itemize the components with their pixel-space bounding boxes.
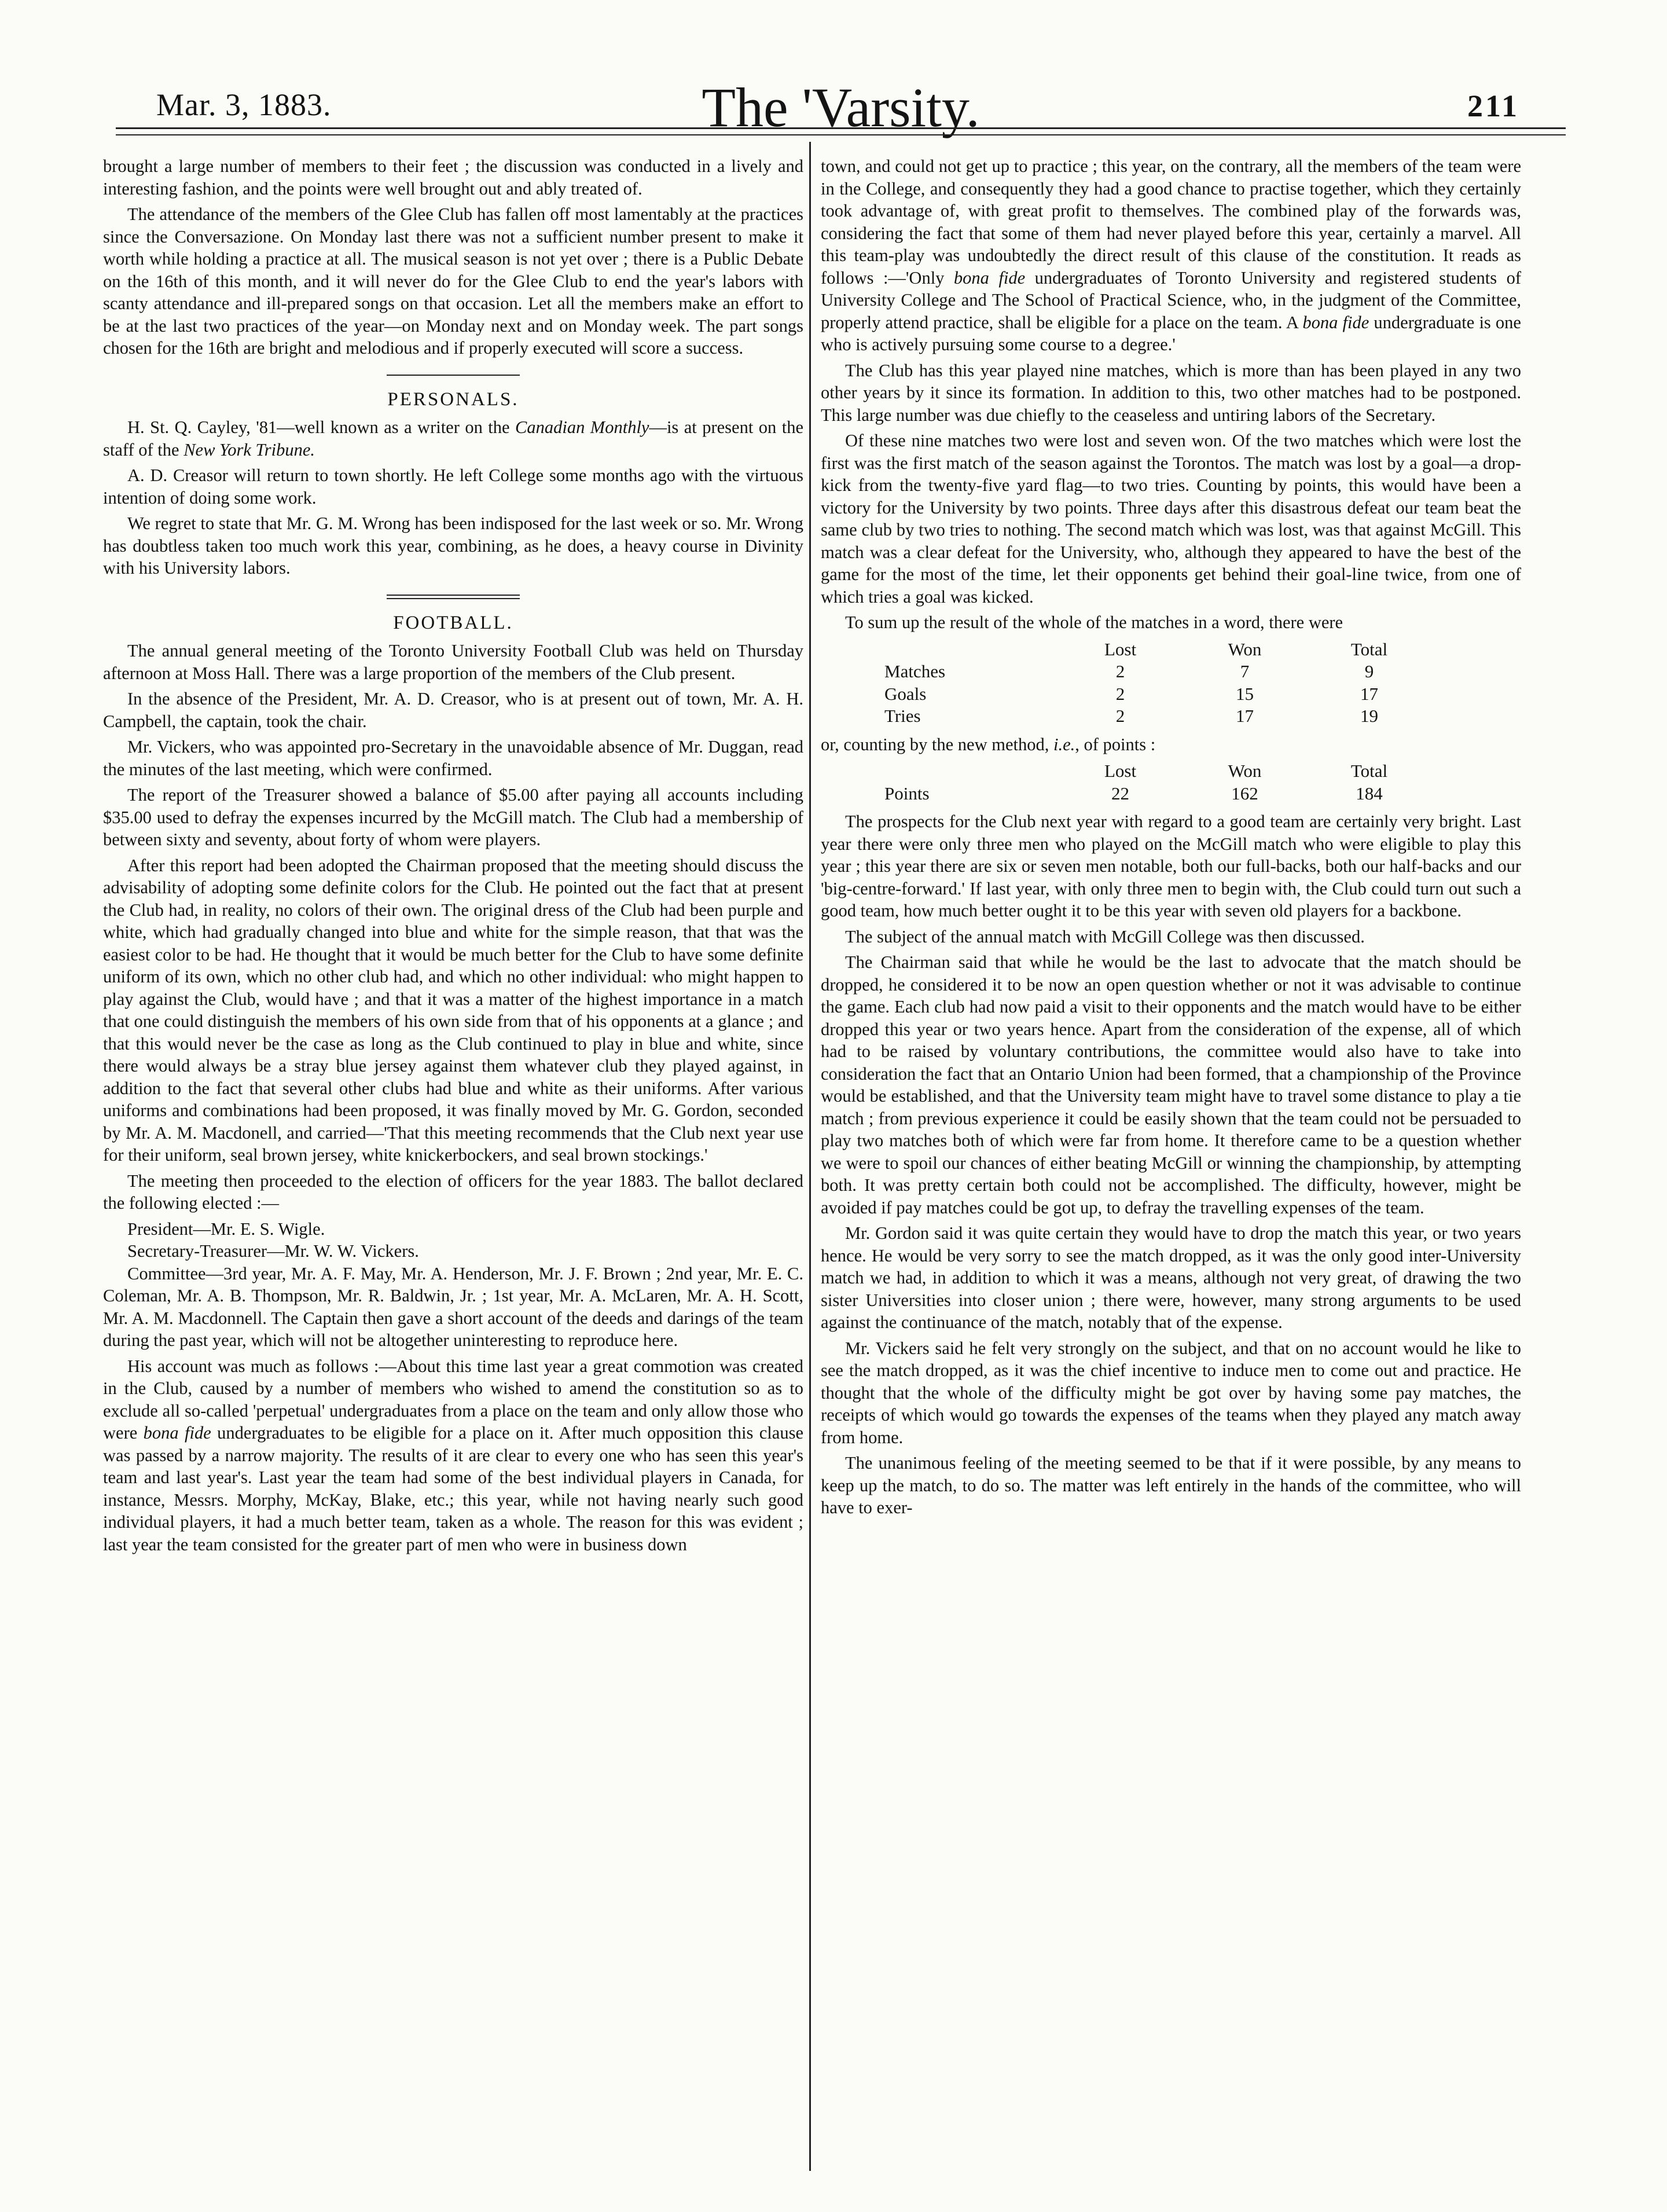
table-row [884,705,1431,728]
paragraph: To sum up the result of the whole of the matches in a word, there were [845,612,1343,632]
column-header: Total [1350,761,1388,781]
points-table [884,760,1431,805]
section-heading-football: FOOTBALL. [393,612,513,633]
paragraph: The prospects for the Club next year with regard to a good team are certainly very bright. Last year there were only three men who played on the McGill match who were eligible to play this year ; this year there are six or seven men notable, both our full-backs, both our half-backs and our 'big-centre-forward.' If last year, with only three men to begin with, the Club could turn out such a good team, how much better ought it to be this year with seven old players for a backbone. [821,812,1521,920]
column-header: Lost [1104,761,1137,781]
paragraph: The Club has this year played nine matches, which is more than has been played in any two other years by it since its formation. In addition to this, two other matches had to be postponed. This large number was due chiefly to the ceaseless and untiring labors of the Secretary. [821,360,1521,425]
row-label: Matches [884,661,946,681]
left-column [103,155,803,1559]
row-label: Tries [884,706,921,726]
cell-lost: 2 [1115,706,1125,726]
table-header-row [884,760,1431,783]
masthead [116,75,1566,139]
column-separator [809,142,811,2171]
table-row [884,661,1431,683]
table-row [884,683,1431,706]
paragraph: brought a large number of members to their feet ; the discussion was conducted in a lively and interesting fashion, and the points were well brought out and ably treated of. [103,156,803,199]
cell-won: 17 [1236,706,1254,726]
cell-won: 162 [1231,783,1258,804]
issue-date: Mar. 3, 1883. [156,87,332,122]
table-row [884,783,1431,805]
cell-lost: 2 [1115,661,1125,681]
results-table [884,639,1431,728]
paragraph: town, and could not get up to practice ; this year, on the contrary, all the members of the team were in the College, and consequently they had a good chance to practise together, which they certainly took advantage of, with great profit to themselves. The combined play of the forwards was, considering the fact that some of them had never played before this year, certainly a marvel. All this team-play was undoubtedly the direct result of this clause of the constitution. It reads as follows :—'Only bona fide undergraduates of Toronto University and registered students of University College and The School of Practical Science, who, in the judgment of the Committee, properly attend practice, shall be eligible for a place on the team. A bona fide undergraduate is one who is actively pursuing some course to a degree.' [821,156,1521,354]
cell-won: 7 [1240,661,1250,681]
paragraph: or, counting by the new method, i.e., of points : [821,734,1156,754]
paragraph: The meeting then proceeded to the election of officers for the year 1883. The ballot declared the following elected :— [103,1171,803,1213]
cell-total: 19 [1360,706,1378,726]
right-column [821,155,1521,1523]
header-rule-top [116,127,1566,129]
officer-line: Secretary-Treasurer—Mr. W. W. Vickers. [127,1241,419,1261]
column-header: Won [1228,761,1262,781]
paragraph: The Chairman said that while he would be the last to advocate that the match should be dropped, he considered it to be now an open question whether or not it was advisable to continue the game. Each club had now paid a visit to their opponents and the match would have to be either dropped this year or two years hence. Apart from the consideration of the expense, all of which had to be raised by voluntary contributions, the committee would also have to take into consideration the fact that an Ontario Union had been formed, that a championship of the Province would be established, and that the University team might have to travel some distance to play a tie match ; from previous experience it could be easily shown that the team could not be persuaded to play two matches both of which were far from home. It therefore came to be a question whether we were to spoil our chances of either beating McGill or winning the championship, by attempting both. It was pretty certain both could not be accomplished. The difficulty, however, might be avoided if pay matches could be got up, to defray the travelling expenses of the team. [821,952,1521,1217]
paragraph: The report of the Treasurer showed a balance of $5.00 after paying all accounts including $35.00 used to defray the expenses incurred by the McGill match. The Club had a membership of between sixty and seventy, about forty of whom were players. [103,785,803,849]
cell-lost: 2 [1115,683,1125,704]
section-heading-personals: PERSONALS. [387,388,519,410]
paragraph: The annual general meeting of the Toronto University Football Club was held on Thursday afternoon at Moss Hall. There was a large proportion of the members of the Club present. [103,641,803,683]
column-header: Won [1228,639,1262,659]
cell-total: 9 [1364,661,1374,681]
paragraph: Of these nine matches two were lost and seven won. Of the two matches which were lost the first was the first match of the season against the Torontos. The match was lost by a goal—a drop-kick from the twenty-five yard flag—to two tries. Counting by points, this would have been a victory for the University by two points. Three days after this disastrous defeat our team beat the same club by two tries to nothing. The second match which was lost, was that against McGill. This match was a clear defeat for the University, who, although they appeared to have the best of the game for the most of the time, let their opponents get behind their goal-line twice, from one of which tries a goal was kicked. [821,431,1521,607]
paragraph: Mr. Gordon said it was quite certain they would have to drop the match this year, or two years hence. He would be very sorry to see the match dropped, as it was the only good inter-University match we had, in addition to which it was a means, although not very great, of drawing the two sister Universities into closer union ; there were, however, many strong arguments to be used against the continuance of the match, notably that of the expense. [821,1223,1521,1332]
paragraph: Mr. Vickers, who was appointed pro-Secretary in the unavoidable absence of Mr. Duggan, read the minutes of the last meeting, which were confirmed. [103,737,803,779]
row-label: Goals [884,683,927,704]
paragraph: The unanimous feeling of the meeting seemed to be that if it were possible, by any means to keep up the match, to do so. The matter was left entirely in the hands of the committee, who will have to exer- [821,1453,1521,1517]
paragraph: A. D. Creasor will return to town shortly. He left College some months ago with the virtuous intention of doing some work. [103,465,803,508]
paragraph: We regret to state that Mr. G. M. Wrong has been indisposed for the last week or so. Mr. Wrong has doubtless taken too much work this year, combining, as he does, a heavy course in Divinity with his University labors. [103,513,803,578]
section-divider [387,375,520,376]
table-header-row [884,639,1431,661]
paragraph: His account was much as follows :—About this time last year a great commotion was created in the Club, caused by a number of members who wished to amend the constitution so as to exclude all so-called 'perpetual' undergraduates from a place on the team and only allow those who were bona fide undergraduates to be eligible for a place on it. After much opposition this clause was passed by a narrow majority. The results of it are clear to every one who has seen this year's team and last year's. Last year the team had some of the best individual players in Canada, for instance, Messrs. Morphy, McKay, Blake, etc.; this year, while not having nearly such good individual players, it had a much better team, taken as a whole. The reason for this was evident ; last year the team consisted for the greater part of men who were in business down [103,1356,803,1554]
newspaper-title: The 'Varsity. [702,76,980,138]
cell-lost: 22 [1111,783,1129,804]
row-label: Points [884,783,930,804]
paragraph: In the absence of the President, Mr. A. D. Creasor, who is at present out of town, Mr. A. H. Campbell, the captain, took the chair. [103,689,803,731]
column-header: Lost [1104,639,1137,659]
cell-won: 15 [1236,683,1254,704]
paragraph: The attendance of the members of the Glee Club has fallen off most lamentably at the practices since the Conversazione. On Monday last there was not a sufficient number present to make it worth while holding a practice at all. The musical season is not yet over ; there is a Public Debate on the 16th of this month, and it will never do for the Glee Club to end the year's labors with scanty attendance and ill-prepared songs on that occasion. Let all the members make an effort to be at the last two practices of the year—on Monday next and on Monday week. The part songs chosen for the 16th are bright and melodious and if properly executed will score a success. [103,204,803,358]
paragraph: After this report had been adopted the Chairman proposed that the meeting should discuss the advisability of adopting some definite colors for the Club. He pointed out the fact that at present the Club had, in reality, no colors of their own. The original dress of the Club had been purple and white, which had gradually changed into blue and white for the simple reason, that that was the easiest color to be had. He thought that it would be much better for the Club to have some definite uniform of its own, which no other club had, and which no other individual: who might happen to play against the Club, would have ; and that it was a matter of the highest importance in a match that one could distinguish the members of his own side from that of his opponents at a glance ; and that this would never be the case as long as the Club continued to play in blue and white, since there would always be a stray blue jersey against them whatever club they played against, in addition to the fact that several other clubs had blue and white as their uniforms. After various uniforms and combinations had been proposed, it was finally moved by Mr. G. Gordon, seconded by Mr. A. M. Macdonell, and carried—'That this meeting recommends that the Club next year use for their uniform, seal brown jersey, white knickerbockers, and seal brown stockings.' [103,855,803,1165]
cell-total: 184 [1356,783,1383,804]
paragraph: Committee—3rd year, Mr. A. F. May, Mr. A. Henderson, Mr. J. F. Brown ; 2nd year, Mr. E. C. Coleman, Mr. A. B. Thompson, Mr. R. Baldwin, Jr. ; 1st year, Mr. A. McLaren, Mr. A. H. Scott, Mr. A. M. Macdonnell. The Captain then gave a short account of the deeds and darings of the team during the past year, which will not be altogether uninteresting to reproduce here. [103,1263,803,1350]
page-number: 211 [1467,89,1519,123]
paragraph: H. St. Q. Cayley, '81—well known as a writer on the Canadian Monthly—is at present on the staff of the New York Tribune. [103,417,803,460]
officer-line: President—Mr. E. S. Wigle. [127,1219,325,1239]
column-header: Total [1350,639,1388,659]
paragraph: The subject of the annual match with McGill College was then discussed. [845,926,1365,947]
paragraph: Mr. Vickers said he felt very strongly on the subject, and that on no account would he like to see the match dropped, as it was the chief incentive to induce men to come out and practice. He thought that the whole of the difficulty might be got over by having some pay matches, the receipts of which would go towards the expenses of the teams when they played any match away from home. [821,1338,1521,1447]
section-divider [387,595,520,599]
header-rule-bottom [116,134,1566,135]
cell-total: 17 [1360,683,1378,704]
